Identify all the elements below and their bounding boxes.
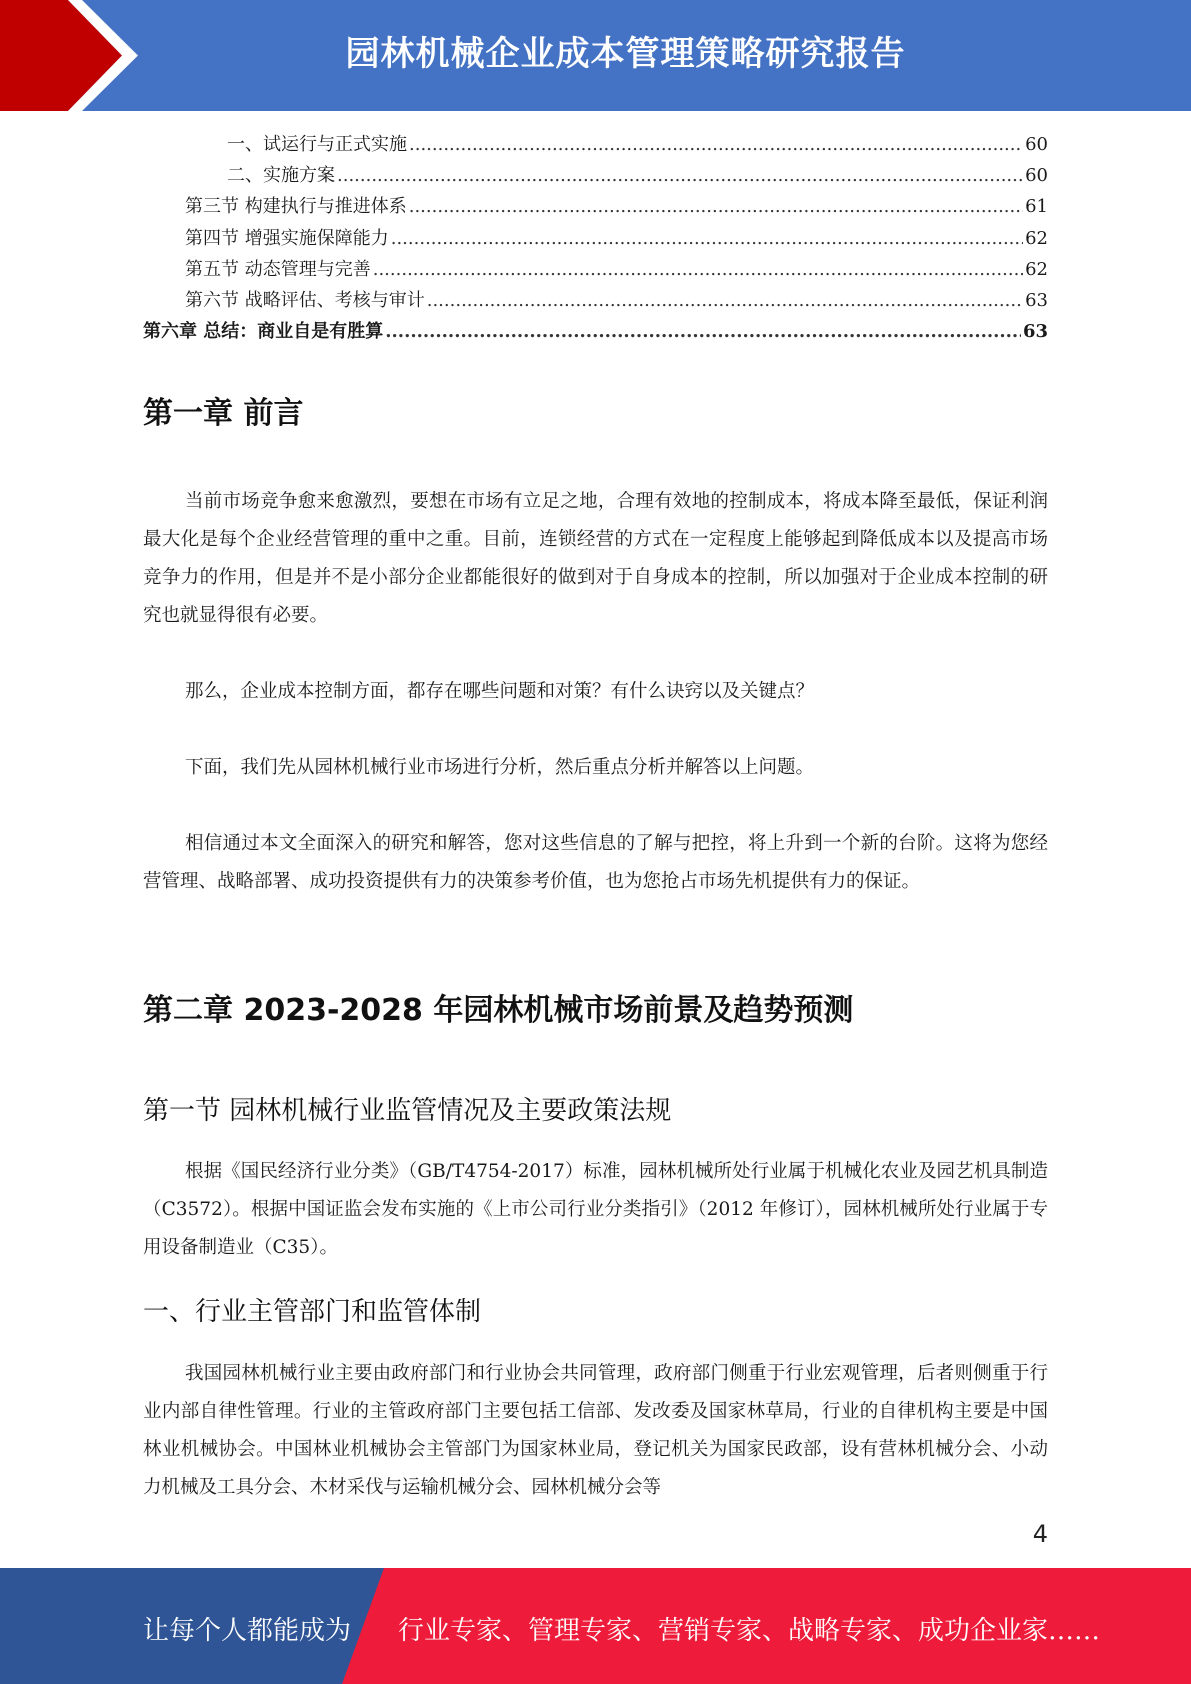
chapter1-paragraph-4: 相信通过本文全面深入的研究和解答，您对这些信息的了解与把控，将上升到一个新的台阶。这将为您经营管理、战略部署、成功投资提供有力的决策参考价值，也为您抢占市场先机提供有力的保证。 [143,833,1048,892]
chapter1-heading: 第一章 前言 [143,396,304,431]
toc-leader-dots [391,223,1023,254]
toc-entry-page: 63 [1025,289,1048,311]
footer-slogan-left: 让每个人都能成为 [143,1616,352,1646]
section1-heading: 第一节 园林机械行业监管情况及主要政策法规 [143,1096,672,1126]
toc-leader-dots [373,254,1023,285]
toc-entry-label: 二、实施方案 [227,165,335,187]
page-header [0,0,1191,111]
toc-entry[interactable] [143,160,1048,191]
chapter1-paragraph-3: 下面，我们先从园林机械行业市场进行分析，然后重点分析并解答以上问题。 [185,757,815,778]
toc-entry-label: 一、试运行与正式实施 [227,134,407,155]
section1-paragraph: 根据《国民经济行业分类》（GB/T4754-2017）标准，园林机械所处行业属于机械化农业及园艺机具制造（C3572）。根据中国证监会发布实施的《上市公司行业分类指引》（2012 年修订），园林机械所处行业属于专用设备制造业（C35）。 [143,1161,1048,1258]
chapter1-paragraph-2: 那么，企业成本控制方面，都存在哪些问题和对策？有什么诀窍以及关键点？ [185,681,815,702]
chapter1-paragraph-1: 当前市场竞争愈来愈激烈，要想在市场有立足之地，合理有效地的控制成本，将成本降至最低，保证利润最大化是每个企业经营管理的重中之重。目前，连锁经营的方式在一定程度上能够起到降低成本以及提高市场竞争力的作用，但是并不是小部分企业都能很好的做到对于自身成本的控制，所以加强对于企业成本控制的研究也就显得很有必要。 [143,491,1048,626]
toc-entry-label: 第六章 总结：商业自是有胜算 [143,321,384,343]
toc-leader-dots [409,129,1023,160]
toc-entry-page: 60 [1025,134,1048,155]
page-footer [0,1568,1191,1684]
toc-entry-page: 62 [1025,227,1048,249]
report-title: 园林机械企业成本管理策略研究报告 [345,34,906,74]
toc-entry[interactable] [143,285,1048,316]
toc-entry-label: 第五节 动态管理与完善 [185,258,371,280]
toc-entry-label: 第四节 增强实施保障能力 [185,227,389,249]
page-number: 4 [1032,1520,1048,1548]
toc-leader-dots [427,285,1023,316]
footer-slogan-right: 行业专家、管理专家、营销专家、战略专家、成功企业家…… [398,1616,1101,1646]
toc-entry-page: 63 [1022,321,1048,343]
toc-leader-dots [409,191,1023,222]
toc-entry-page: 60 [1025,165,1048,187]
subsection1-paragraph: 我国园林机械行业主要由政府部门和行业协会共同管理，政府部门侧重于行业宏观管理，后者则侧重于行业内部自律性管理。行业的主管政府部门主要包括工信部、发改委及国家林草局，行业的自律机构主要是中国林业机械协会。中国林业机械协会主管部门为国家林业局，登记机关为国家民政部，设有营林机械分会、小动力机械及工具分会、木材采伐与运输机械分会、园林机械分会等 [143,1363,1048,1498]
subsection1-heading: 一、行业主管部门和监管体制 [143,1297,482,1327]
table-of-contents [143,129,1048,347]
toc-entry[interactable] [143,223,1048,254]
toc-entry-chapter[interactable] [143,316,1048,347]
toc-leader-dots [337,160,1023,191]
toc-leader-dots [385,316,1021,347]
toc-entry[interactable] [143,191,1048,222]
toc-entry-label: 第三节 构建执行与推进体系 [185,196,407,218]
toc-entry-page: 61 [1025,196,1048,218]
toc-entry-label: 第六节 战略评估、考核与审计 [185,289,425,311]
toc-entry[interactable] [143,129,1048,160]
toc-entry-page: 62 [1025,258,1048,280]
toc-entry[interactable] [143,254,1048,285]
chapter2-heading: 第二章 2023-2028 年园林机械市场前景及趋势预测 [143,993,854,1028]
